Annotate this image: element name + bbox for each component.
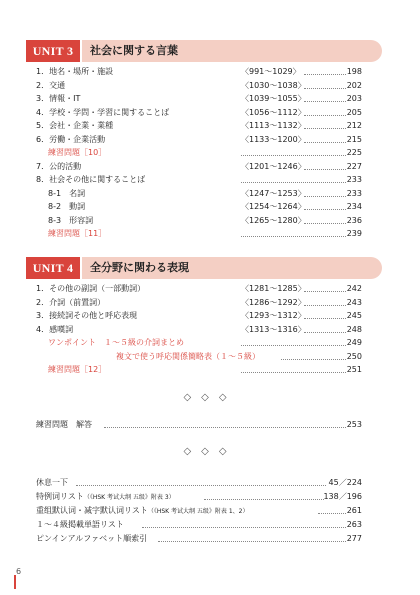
toc-leader bbox=[304, 88, 346, 89]
toc-page: 242 bbox=[346, 284, 362, 293]
toc-label: 練習問題［12］ bbox=[48, 365, 107, 374]
appendix-label: １～４級掲載単語リスト bbox=[36, 520, 124, 529]
toc-leader bbox=[304, 318, 346, 319]
toc-label: 複文で使う呼応関係簡略表（１～５級） bbox=[116, 351, 260, 361]
toc-page: 212 bbox=[346, 121, 362, 130]
toc-leader bbox=[281, 359, 346, 360]
toc-row-appendix[interactable] bbox=[36, 518, 362, 532]
toc-row[interactable] bbox=[36, 106, 362, 120]
toc-leader bbox=[304, 291, 346, 292]
toc-leader bbox=[304, 305, 346, 306]
toc-label: 練習問題 解答 bbox=[36, 420, 92, 429]
toc-row[interactable] bbox=[36, 187, 362, 201]
toc-label: 8-3 形容詞 bbox=[48, 215, 94, 225]
toc-range: 〈1281～1285〉 bbox=[241, 284, 306, 293]
unit3-header bbox=[26, 40, 382, 62]
toc-label bbox=[36, 504, 248, 519]
toc-row[interactable] bbox=[36, 92, 362, 106]
toc-leader bbox=[142, 527, 346, 528]
appendix-note: （《HSK 考试大纲 五级》附表 1、2） bbox=[147, 508, 249, 515]
toc-label bbox=[36, 518, 124, 532]
toc-label bbox=[36, 476, 68, 490]
toc-row-answers[interactable] bbox=[36, 418, 362, 432]
toc-label bbox=[36, 532, 147, 546]
toc-label: 7．公的活動 bbox=[36, 161, 82, 171]
toc-label: 5．会社・企業・業種 bbox=[36, 121, 114, 130]
toc-page: 138／196 bbox=[323, 492, 362, 501]
toc-row-exercise[interactable] bbox=[36, 363, 362, 377]
toc-range: 〈1247～1253〉 bbox=[241, 188, 306, 198]
toc-leader bbox=[304, 101, 346, 102]
toc-row-exercise[interactable] bbox=[36, 146, 362, 160]
toc-label: 3．情報・IT bbox=[36, 94, 81, 103]
unit4-title: 全分野に関わる表現 bbox=[90, 261, 189, 274]
toc-leader bbox=[304, 142, 346, 143]
toc-row[interactable] bbox=[36, 65, 362, 79]
toc-row-appendix[interactable] bbox=[36, 490, 362, 504]
appendix-label: 重组默认词・减字默认词リスト bbox=[36, 506, 148, 515]
toc-label: 4．感嘆詞 bbox=[36, 324, 74, 334]
unit4-header bbox=[26, 257, 382, 279]
toc-range: 〈1133～1200〉 bbox=[241, 134, 306, 144]
toc-range: 〈1039～1055〉 bbox=[241, 94, 306, 103]
toc-range: 〈1030～1038〉 bbox=[241, 80, 306, 90]
unit3-badge: UNIT 3 bbox=[26, 40, 80, 62]
toc-row[interactable] bbox=[36, 282, 362, 296]
toc-page: 251 bbox=[346, 365, 362, 374]
toc-leader bbox=[304, 223, 346, 224]
toc-leader bbox=[241, 345, 346, 346]
toc-leader bbox=[158, 541, 346, 542]
toc-label: 練習問題［11］ bbox=[48, 229, 107, 238]
toc-page: 277 bbox=[346, 534, 362, 543]
toc-label: 1．その他の副詞（一部動詞） bbox=[36, 284, 146, 293]
toc-row[interactable] bbox=[36, 160, 362, 174]
toc-leader bbox=[104, 427, 346, 428]
diamond-divider: ◇◇◇ bbox=[183, 392, 237, 403]
diamond-divider: ◇◇◇ bbox=[183, 446, 237, 457]
toc-page: 249 bbox=[346, 338, 362, 347]
toc-label: 2．介詞（前置詞） bbox=[36, 297, 106, 307]
toc-label: 練習問題［10］ bbox=[48, 148, 107, 157]
page-marker-line bbox=[14, 575, 16, 589]
toc-page: 234 bbox=[346, 202, 362, 211]
toc-page: 227 bbox=[346, 161, 362, 171]
toc-page: 233 bbox=[346, 175, 362, 184]
toc-leader bbox=[241, 182, 346, 183]
appendix-label: 休息一下 bbox=[36, 478, 68, 487]
toc-range: 〈1056～1112〉 bbox=[241, 107, 306, 117]
toc-page: 202 bbox=[346, 80, 362, 90]
page-number: 6 bbox=[16, 567, 22, 576]
toc-leader bbox=[304, 169, 346, 170]
toc-page: 245 bbox=[346, 311, 362, 320]
toc-range: 〈1113～1132〉 bbox=[241, 121, 306, 130]
toc-leader bbox=[304, 332, 346, 333]
toc-page: 250 bbox=[346, 351, 362, 361]
toc-row[interactable] bbox=[36, 173, 362, 187]
toc-page: 198 bbox=[346, 67, 362, 76]
toc-leader bbox=[204, 499, 324, 500]
toc-label: 1．地名・場所・施設 bbox=[36, 67, 114, 76]
appendix-label: ピンインアルファベット順索引 bbox=[36, 534, 148, 543]
toc-row[interactable] bbox=[36, 79, 362, 93]
toc-page: 225 bbox=[346, 148, 362, 157]
toc-row-onepoint[interactable] bbox=[36, 336, 362, 350]
toc-row[interactable] bbox=[36, 323, 362, 337]
toc-row[interactable] bbox=[36, 296, 362, 310]
toc-leader bbox=[304, 196, 346, 197]
appendix-note: （《HSK 考试大纲 五级》附表 3） bbox=[83, 494, 175, 501]
toc-row-appendix[interactable] bbox=[36, 532, 362, 546]
unit4-toc-list bbox=[36, 282, 362, 377]
toc-leader bbox=[241, 372, 346, 373]
toc-leader bbox=[304, 115, 346, 116]
toc-leader bbox=[318, 513, 346, 514]
toc-range: 〈1293～1312〉 bbox=[241, 311, 306, 320]
toc-leader bbox=[304, 74, 346, 75]
toc-page: 243 bbox=[346, 297, 362, 307]
toc-row[interactable] bbox=[36, 119, 362, 133]
toc-label bbox=[36, 490, 175, 505]
toc-label: 6．労働・企業活動 bbox=[36, 134, 106, 144]
toc-range: 〈1201～1246〉 bbox=[241, 161, 306, 171]
toc-page: 205 bbox=[346, 107, 362, 117]
toc-page: 45／224 bbox=[328, 478, 362, 487]
toc-page: 215 bbox=[346, 134, 362, 144]
toc-page: 233 bbox=[346, 188, 362, 198]
unit3-toc-list bbox=[36, 65, 362, 241]
toc-label: 8-1 名詞 bbox=[48, 188, 86, 198]
toc-label: 4．学校・学問・学習に関することば bbox=[36, 107, 170, 117]
toc-row[interactable] bbox=[36, 133, 362, 147]
toc-row-appendix[interactable] bbox=[36, 476, 362, 490]
toc-page: 253 bbox=[346, 420, 362, 429]
toc-range: 〈1265～1280〉 bbox=[241, 215, 306, 225]
toc-row-onepoint[interactable] bbox=[36, 350, 362, 364]
toc-page: 239 bbox=[346, 229, 362, 238]
toc-leader bbox=[76, 485, 326, 486]
appendix-label: 特例词リスト bbox=[36, 492, 84, 501]
toc-row[interactable] bbox=[36, 309, 362, 323]
toc-page: 203 bbox=[346, 94, 362, 103]
toc-page: 263 bbox=[346, 520, 362, 529]
toc-label: 3．接続詞その他と呼応表現 bbox=[36, 311, 138, 320]
unit4-badge: UNIT 4 bbox=[26, 257, 80, 279]
toc-label: 2．交通 bbox=[36, 80, 66, 90]
toc-label: 8．社会その他に関することば bbox=[36, 175, 146, 184]
unit3-title: 社会に関する言葉 bbox=[90, 44, 178, 57]
toc-page: 248 bbox=[346, 324, 362, 334]
toc-leader bbox=[304, 128, 346, 129]
toc-range: 〈1286～1292〉 bbox=[241, 297, 306, 307]
toc-label: ワンポイント １～５級の介詞まとめ bbox=[48, 338, 184, 347]
toc-leader bbox=[241, 236, 346, 237]
toc-range: 〈991～1029〉 bbox=[241, 67, 301, 76]
toc-range: 〈1254～1264〉 bbox=[241, 202, 306, 211]
toc-row-exercise[interactable] bbox=[36, 227, 362, 241]
toc-label: 8-2 動詞 bbox=[48, 202, 86, 211]
toc-page: 236 bbox=[346, 215, 362, 225]
toc-row-appendix[interactable] bbox=[36, 504, 362, 518]
toc-leader bbox=[241, 155, 346, 156]
toc-leader bbox=[304, 209, 346, 210]
toc-page: 261 bbox=[346, 506, 362, 515]
toc-row[interactable] bbox=[36, 214, 362, 228]
toc-row[interactable] bbox=[36, 200, 362, 214]
toc-range: 〈1313～1316〉 bbox=[241, 324, 306, 334]
